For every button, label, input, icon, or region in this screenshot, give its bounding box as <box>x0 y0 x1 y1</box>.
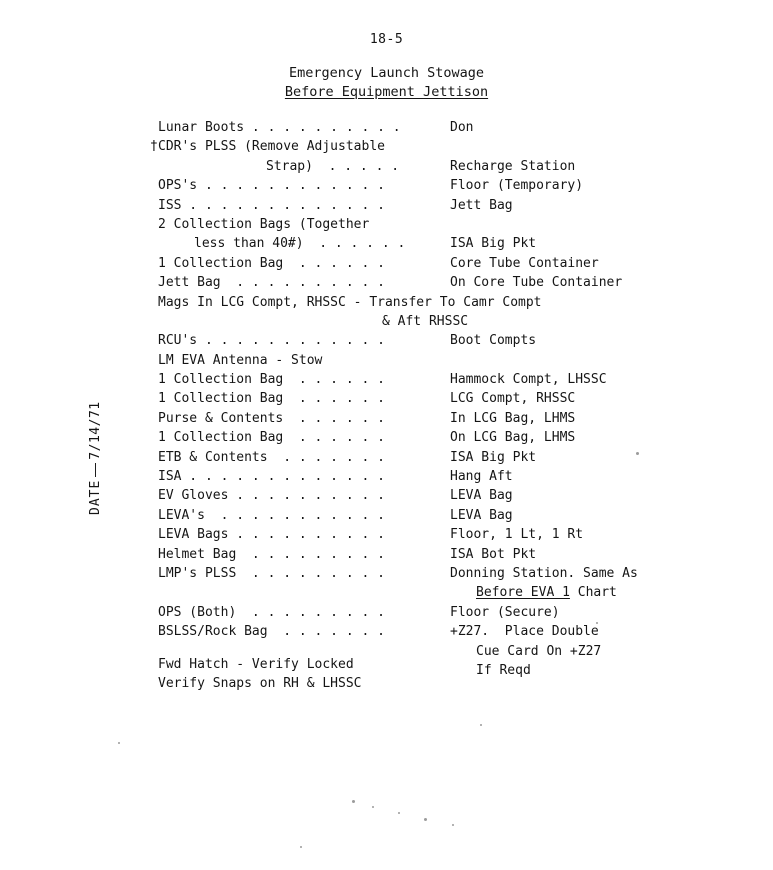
stowage-row <box>158 622 738 641</box>
row-item: less than 40#) . . . . . . <box>194 236 406 252</box>
row-item: 1 Collection Bag . . . . . . <box>158 255 385 271</box>
row-location: Hammock Compt, LHSSC <box>450 372 607 388</box>
row-location: LCG Compt, RHSSC <box>450 391 576 407</box>
row-location: ISA Big Pkt <box>450 449 537 465</box>
scan-speck <box>352 800 355 803</box>
scan-speck <box>300 846 302 848</box>
row-item: LEVA Bags . . . . . . . . . . <box>158 527 385 543</box>
row-item: Jett Bag . . . . . . . . . . <box>158 275 385 291</box>
row-item: OPS (Both) . . . . . . . . . <box>158 604 385 620</box>
stowage-row <box>158 370 738 389</box>
row-location: LEVA Bag <box>450 488 513 504</box>
stowage-row <box>158 564 738 583</box>
row-location: ISA Big Pkt <box>450 236 537 252</box>
scan-speck <box>398 812 400 814</box>
row-location: On Core Tube Container <box>450 275 623 291</box>
row-item: Mags In LCG Compt, RHSSC - Transfer To Camr Compt <box>158 294 542 310</box>
row-location: Floor (Secure) <box>450 604 560 620</box>
row-location: ISA Bot Pkt <box>450 546 537 562</box>
scan-speck <box>372 806 374 808</box>
row-item: LM EVA Antenna - Stow <box>158 352 323 368</box>
row-location: Boot Compts <box>450 333 537 349</box>
stowage-row <box>158 525 738 544</box>
row-location: LEVA Bag <box>450 507 513 523</box>
stowage-row <box>158 506 738 525</box>
stowage-row <box>150 137 738 156</box>
scan-speck <box>452 824 454 826</box>
title-line-2: Before Equipment Jettison <box>284 84 489 100</box>
row-location: Donning Station. Same As <box>450 565 638 581</box>
row-item: 1 Collection Bag . . . . . . <box>158 430 385 446</box>
scan-speck <box>596 622 598 624</box>
row-item: 1 Collection Bag . . . . . . <box>158 391 385 407</box>
page-number: 18-5 <box>369 32 404 47</box>
title-line-1: Emergency Launch Stowage <box>288 65 485 81</box>
row-item: BSLSS/Rock Bag . . . . . . . <box>158 624 385 640</box>
stowage-row <box>158 293 738 312</box>
stowage-row <box>158 176 738 195</box>
row-location: Core Tube Container <box>450 255 599 271</box>
footer-line: Fwd Hatch - Verify Locked <box>158 657 354 672</box>
row-location: Don <box>450 120 474 135</box>
footer-notes <box>158 655 362 694</box>
stowage-row <box>158 312 738 331</box>
stowage-row <box>158 409 738 428</box>
row-location: Jett Bag <box>450 197 513 213</box>
stowage-row <box>158 215 738 234</box>
row-item: LMP's PLSS . . . . . . . . . <box>158 565 385 581</box>
stowage-row <box>158 448 738 467</box>
date-stamp <box>88 401 103 515</box>
row-location: Floor (Temporary) <box>450 178 584 194</box>
row-item: Helmet Bag . . . . . . . . . <box>158 546 385 562</box>
row-location: Recharge Station <box>450 158 576 174</box>
date-value: 7/14/71 <box>88 401 103 460</box>
row-item: Purse & Contents . . . . . . <box>158 410 385 426</box>
row-item: EV Gloves . . . . . . . . . . <box>158 488 385 504</box>
row-item: Lunar Boots . . . . . . . . . . <box>158 120 401 135</box>
row-marker: † <box>150 139 158 155</box>
row-item: 1 Collection Bag . . . . . . <box>158 372 385 388</box>
stowage-row <box>158 157 738 176</box>
stowage-row <box>158 603 738 622</box>
row-item: OPS's . . . . . . . . . . . . <box>158 178 385 194</box>
stowage-list <box>150 118 738 680</box>
row-location: Cue Card On +Z27 <box>476 643 602 659</box>
scan-speck <box>636 452 639 455</box>
page-title <box>0 64 773 102</box>
row-item: RCU's . . . . . . . . . . . . <box>158 333 385 349</box>
row-item: ISA . . . . . . . . . . . . . <box>158 469 385 485</box>
row-location: +Z27. Place Double <box>450 624 599 640</box>
row-location: In LCG Bag, LHMS <box>450 410 576 426</box>
date-label-text: DATE <box>88 479 103 515</box>
row-item: & Aft RHSSC <box>382 313 469 329</box>
stowage-row <box>158 545 738 564</box>
scan-speck <box>480 724 482 726</box>
row-item: Strap) . . . . . <box>266 158 400 174</box>
stowage-row <box>158 389 738 408</box>
row-location-emphasis: Before EVA 1 <box>476 585 570 601</box>
stowage-row <box>158 254 738 273</box>
stowage-row <box>158 351 738 370</box>
row-item: ETB & Contents . . . . . . . <box>158 449 385 465</box>
row-location: Floor, 1 Lt, 1 Rt <box>450 527 584 543</box>
row-item: CDR's PLSS (Remove Adjustable <box>158 139 385 155</box>
row-location: Hang Aft <box>450 469 513 485</box>
row-location: Before EVA 1 Chart <box>476 585 617 601</box>
row-item: LEVA's . . . . . . . . . . . <box>158 507 385 523</box>
stowage-row <box>158 234 738 253</box>
row-item: 2 Collection Bags (Together <box>158 216 370 232</box>
stowage-row <box>158 467 738 486</box>
stowage-row <box>158 273 738 292</box>
row-item: ISS . . . . . . . . . . . . . <box>158 197 385 213</box>
row-location: If Reqd <box>476 662 531 678</box>
stowage-row <box>158 428 738 447</box>
stowage-row <box>158 196 738 215</box>
row-location: On LCG Bag, LHMS <box>450 430 576 446</box>
stowage-row <box>158 331 738 350</box>
stowage-row <box>158 583 738 602</box>
scan-speck <box>118 742 120 744</box>
stowage-row <box>158 486 738 505</box>
footer-line: Verify Snaps on RH & LHSSC <box>158 676 362 692</box>
scan-speck <box>424 818 427 821</box>
stowage-row <box>158 118 738 137</box>
